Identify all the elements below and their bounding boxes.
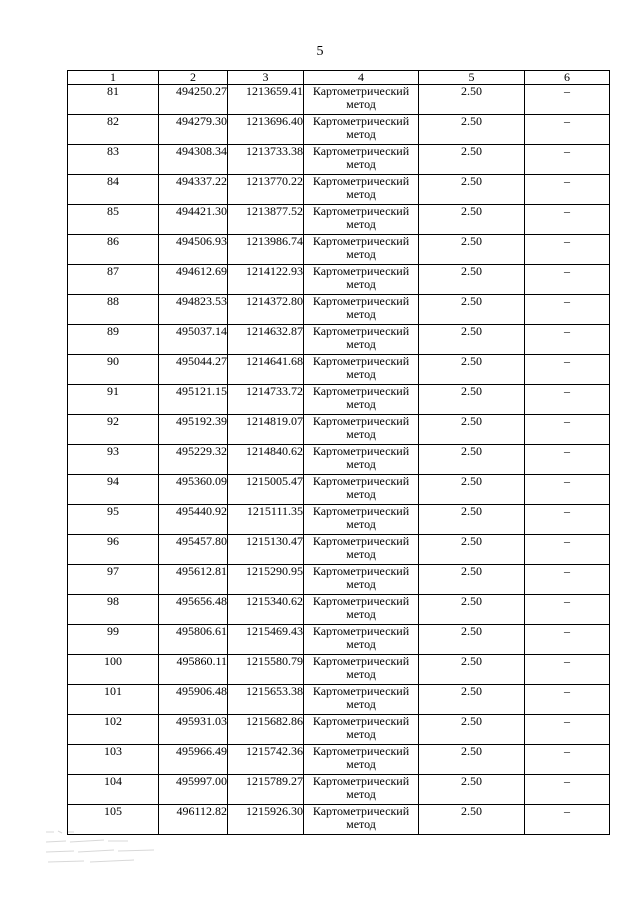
point-number-cell: 102 [68, 715, 159, 745]
y-coordinate-cell: 1215580.79 [228, 655, 304, 685]
method-line-2: метод [346, 487, 376, 501]
method-cell [304, 355, 419, 385]
y-coordinate-cell: 1214641.68 [228, 355, 304, 385]
x-coordinate-cell: 495997.00 [159, 775, 228, 805]
method-cell [304, 625, 419, 655]
accuracy-cell: 2.50 [419, 295, 525, 325]
method-line-1: Картометрический [312, 414, 410, 428]
method-line-2: метод [346, 787, 376, 801]
description-cell: – [525, 685, 610, 715]
method-line-1: Картометрический [312, 504, 410, 518]
method-line-2: метод [346, 187, 376, 201]
table-row [68, 775, 610, 805]
accuracy-cell: 2.50 [419, 325, 525, 355]
description-cell: – [525, 265, 610, 295]
method-line-1: Картометрический [312, 144, 410, 158]
accuracy-cell: 2.50 [419, 505, 525, 535]
accuracy-cell: 2.50 [419, 535, 525, 565]
x-coordinate-cell: 494506.93 [159, 235, 228, 265]
table-row [68, 535, 610, 565]
y-coordinate-cell: 1215926.30 [228, 805, 304, 835]
point-number-cell: 81 [68, 85, 159, 115]
description-cell: – [525, 595, 610, 625]
description-cell: – [525, 715, 610, 745]
table-row [68, 325, 610, 355]
table-row [68, 565, 610, 595]
description-cell: – [525, 655, 610, 685]
coordinates-table [67, 70, 610, 835]
accuracy-cell: 2.50 [419, 415, 525, 445]
table-row [68, 235, 610, 265]
table-row [68, 655, 610, 685]
accuracy-cell: 2.50 [419, 85, 525, 115]
method-line-1: Картометрический [312, 444, 410, 458]
method-line-2: метод [346, 367, 376, 381]
y-coordinate-cell: 1215682.86 [228, 715, 304, 745]
description-cell: – [525, 385, 610, 415]
method-cell [304, 325, 419, 355]
y-coordinate-cell: 1215789.27 [228, 775, 304, 805]
method-cell [304, 415, 419, 445]
method-line-1: Картометрический [312, 654, 410, 668]
x-coordinate-cell: 495806.61 [159, 625, 228, 655]
table-row [68, 295, 610, 325]
description-cell: – [525, 355, 610, 385]
table-row [68, 265, 610, 295]
point-number-cell: 91 [68, 385, 159, 415]
method-cell [304, 145, 419, 175]
table-row [68, 385, 610, 415]
y-coordinate-cell: 1214840.62 [228, 445, 304, 475]
accuracy-cell: 2.50 [419, 775, 525, 805]
point-number-cell: 95 [68, 505, 159, 535]
x-coordinate-cell: 495931.03 [159, 715, 228, 745]
method-cell [304, 175, 419, 205]
method-line-2: метод [346, 607, 376, 621]
description-cell: – [525, 85, 610, 115]
point-number-cell: 84 [68, 175, 159, 205]
description-cell: – [525, 295, 610, 325]
method-cell [304, 475, 419, 505]
accuracy-cell: 2.50 [419, 655, 525, 685]
y-coordinate-cell: 1215005.47 [228, 475, 304, 505]
point-number-cell: 85 [68, 205, 159, 235]
point-number-cell: 103 [68, 745, 159, 775]
method-cell [304, 535, 419, 565]
point-number-cell: 87 [68, 265, 159, 295]
description-cell: – [525, 625, 610, 655]
description-cell: – [525, 415, 610, 445]
description-cell: – [525, 505, 610, 535]
method-line-2: метод [346, 337, 376, 351]
description-cell: – [525, 565, 610, 595]
point-number-cell: 100 [68, 655, 159, 685]
accuracy-cell: 2.50 [419, 385, 525, 415]
point-number-cell: 104 [68, 775, 159, 805]
method-cell [304, 235, 419, 265]
method-line-1: Картометрический [312, 324, 410, 338]
method-line-1: Картометрический [312, 774, 410, 788]
x-coordinate-cell: 495966.49 [159, 745, 228, 775]
method-cell [304, 265, 419, 295]
point-number-cell: 82 [68, 115, 159, 145]
method-cell [304, 595, 419, 625]
method-cell [304, 715, 419, 745]
accuracy-cell: 2.50 [419, 715, 525, 745]
description-cell: – [525, 325, 610, 355]
table-row [68, 85, 610, 115]
method-line-1: Картометрический [312, 354, 410, 368]
x-coordinate-cell: 495612.81 [159, 565, 228, 595]
header-cell-6: 6 [525, 71, 610, 85]
x-coordinate-cell: 495044.27 [159, 355, 228, 385]
method-cell [304, 85, 419, 115]
table-row [68, 175, 610, 205]
y-coordinate-cell: 1214733.72 [228, 385, 304, 415]
point-number-cell: 92 [68, 415, 159, 445]
x-coordinate-cell: 494421.30 [159, 205, 228, 235]
header-cell-1: 1 [68, 71, 159, 85]
description-cell: – [525, 205, 610, 235]
point-number-cell: 83 [68, 145, 159, 175]
method-line-1: Картометрический [312, 84, 410, 98]
accuracy-cell: 2.50 [419, 445, 525, 475]
point-number-cell: 86 [68, 235, 159, 265]
method-line-2: метод [346, 217, 376, 231]
accuracy-cell: 2.50 [419, 145, 525, 175]
method-cell [304, 775, 419, 805]
point-number-cell: 97 [68, 565, 159, 595]
y-coordinate-cell: 1213770.22 [228, 175, 304, 205]
y-coordinate-cell: 1213733.38 [228, 145, 304, 175]
x-coordinate-cell: 495121.15 [159, 385, 228, 415]
accuracy-cell: 2.50 [419, 625, 525, 655]
method-cell [304, 505, 419, 535]
y-coordinate-cell: 1213877.52 [228, 205, 304, 235]
accuracy-cell: 2.50 [419, 265, 525, 295]
method-line-2: метод [346, 517, 376, 531]
method-cell [304, 655, 419, 685]
method-line-2: метод [346, 277, 376, 291]
method-line-1: Картометрический [312, 114, 410, 128]
y-coordinate-cell: 1215653.38 [228, 685, 304, 715]
x-coordinate-cell: 495457.80 [159, 535, 228, 565]
point-number-cell: 99 [68, 625, 159, 655]
accuracy-cell: 2.50 [419, 685, 525, 715]
method-line-1: Картометрический [312, 264, 410, 278]
accuracy-cell: 2.50 [419, 175, 525, 205]
header-cell-4: 4 [304, 71, 419, 85]
method-cell [304, 385, 419, 415]
x-coordinate-cell: 494337.22 [159, 175, 228, 205]
table-row [68, 445, 610, 475]
point-number-cell: 98 [68, 595, 159, 625]
y-coordinate-cell: 1214122.93 [228, 265, 304, 295]
x-coordinate-cell: 495229.32 [159, 445, 228, 475]
x-coordinate-cell: 494308.34 [159, 145, 228, 175]
method-line-2: метод [346, 817, 376, 831]
method-line-2: метод [346, 157, 376, 171]
accuracy-cell: 2.50 [419, 595, 525, 625]
method-cell [304, 205, 419, 235]
method-line-2: метод [346, 127, 376, 141]
accuracy-cell: 2.50 [419, 115, 525, 145]
accuracy-cell: 2.50 [419, 235, 525, 265]
method-line-2: метод [346, 577, 376, 591]
x-coordinate-cell: 495360.09 [159, 475, 228, 505]
x-coordinate-cell: 494279.30 [159, 115, 228, 145]
page-number: 5 [316, 44, 324, 59]
y-coordinate-cell: 1215130.47 [228, 535, 304, 565]
method-cell [304, 685, 419, 715]
method-line-2: метод [346, 637, 376, 651]
point-number-cell: 94 [68, 475, 159, 505]
method-line-1: Картометрический [312, 534, 410, 548]
x-coordinate-cell: 496112.82 [159, 805, 228, 835]
method-line-1: Картометрический [312, 804, 410, 818]
method-cell [304, 115, 419, 145]
description-cell: – [525, 115, 610, 145]
x-coordinate-cell: 495037.14 [159, 325, 228, 355]
method-line-1: Картометрический [312, 294, 410, 308]
y-coordinate-cell: 1214632.87 [228, 325, 304, 355]
y-coordinate-cell: 1215742.36 [228, 745, 304, 775]
point-number-cell: 101 [68, 685, 159, 715]
method-line-1: Картометрический [312, 594, 410, 608]
method-line-1: Картометрический [312, 684, 410, 698]
point-number-cell: 89 [68, 325, 159, 355]
table-row [68, 685, 610, 715]
x-coordinate-cell: 495906.48 [159, 685, 228, 715]
x-coordinate-cell: 495440.92 [159, 505, 228, 535]
method-line-2: метод [346, 427, 376, 441]
method-cell [304, 565, 419, 595]
description-cell: – [525, 775, 610, 805]
accuracy-cell: 2.50 [419, 475, 525, 505]
y-coordinate-cell: 1215469.43 [228, 625, 304, 655]
accuracy-cell: 2.50 [419, 355, 525, 385]
point-number-cell: 105 [68, 805, 159, 835]
x-coordinate-cell: 494823.53 [159, 295, 228, 325]
method-line-1: Картометрический [312, 174, 410, 188]
method-line-2: метод [346, 97, 376, 111]
description-cell: – [525, 475, 610, 505]
method-line-1: Картометрический [312, 474, 410, 488]
x-coordinate-cell: 494250.27 [159, 85, 228, 115]
method-cell [304, 805, 419, 835]
method-line-1: Картометрический [312, 714, 410, 728]
y-coordinate-cell: 1215340.62 [228, 595, 304, 625]
method-line-1: Картометрический [312, 564, 410, 578]
point-number-cell: 90 [68, 355, 159, 385]
table-row [68, 415, 610, 445]
description-cell: – [525, 535, 610, 565]
method-line-2: метод [346, 397, 376, 411]
point-number-cell: 93 [68, 445, 159, 475]
x-coordinate-cell: 494612.69 [159, 265, 228, 295]
x-coordinate-cell: 495860.11 [159, 655, 228, 685]
accuracy-cell: 2.50 [419, 805, 525, 835]
y-coordinate-cell: 1215111.35 [228, 505, 304, 535]
scan-artifact-mark [44, 826, 174, 872]
method-line-2: метод [346, 727, 376, 741]
y-coordinate-cell: 1213659.41 [228, 85, 304, 115]
method-cell [304, 445, 419, 475]
method-line-2: метод [346, 247, 376, 261]
table-row [68, 205, 610, 235]
method-line-2: метод [346, 457, 376, 471]
method-line-1: Картометрический [312, 744, 410, 758]
description-cell: – [525, 145, 610, 175]
description-cell: – [525, 445, 610, 475]
method-line-2: метод [346, 307, 376, 321]
point-number-cell: 96 [68, 535, 159, 565]
description-cell: – [525, 235, 610, 265]
table-row [68, 355, 610, 385]
table-header-row [68, 71, 610, 85]
description-cell: – [525, 175, 610, 205]
method-line-1: Картометрический [312, 204, 410, 218]
table-row [68, 475, 610, 505]
header-cell-5: 5 [419, 71, 525, 85]
header-cell-2: 2 [159, 71, 228, 85]
description-cell: – [525, 745, 610, 775]
y-coordinate-cell: 1213696.40 [228, 115, 304, 145]
table-row [68, 745, 610, 775]
table-row [68, 625, 610, 655]
accuracy-cell: 2.50 [419, 205, 525, 235]
y-coordinate-cell: 1215290.95 [228, 565, 304, 595]
method-cell [304, 745, 419, 775]
method-cell [304, 295, 419, 325]
description-cell: – [525, 805, 610, 835]
header-cell-3: 3 [228, 71, 304, 85]
method-line-2: метод [346, 667, 376, 681]
method-line-1: Картометрический [312, 384, 410, 398]
table-row [68, 505, 610, 535]
table-body [68, 85, 610, 835]
method-line-2: метод [346, 697, 376, 711]
accuracy-cell: 2.50 [419, 745, 525, 775]
table-row [68, 115, 610, 145]
method-line-2: метод [346, 757, 376, 771]
x-coordinate-cell: 495656.48 [159, 595, 228, 625]
table-row [68, 715, 610, 745]
method-line-2: метод [346, 547, 376, 561]
table-row [68, 595, 610, 625]
point-number-cell: 88 [68, 295, 159, 325]
method-line-1: Картометрический [312, 234, 410, 248]
table-row [68, 145, 610, 175]
y-coordinate-cell: 1214819.07 [228, 415, 304, 445]
accuracy-cell: 2.50 [419, 565, 525, 595]
x-coordinate-cell: 495192.39 [159, 415, 228, 445]
y-coordinate-cell: 1214372.80 [228, 295, 304, 325]
method-line-1: Картометрический [312, 624, 410, 638]
y-coordinate-cell: 1213986.74 [228, 235, 304, 265]
